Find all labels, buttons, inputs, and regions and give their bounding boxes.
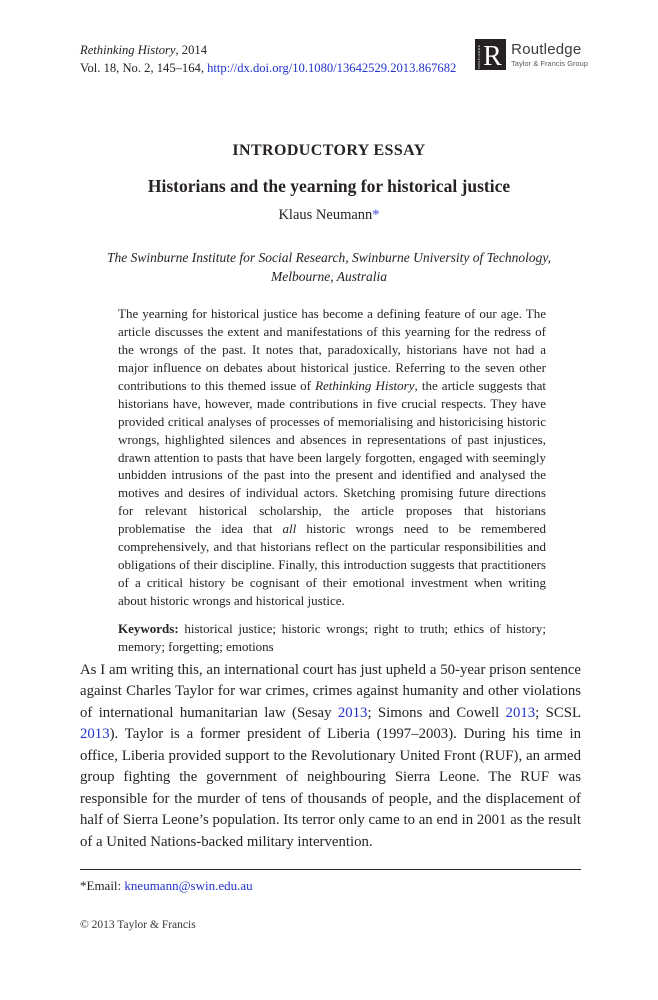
footnote-email-label: *Email: <box>80 878 125 893</box>
doi-link[interactable]: http://dx.doi.org/10.1080/13642529.2013.867682 <box>207 61 457 76</box>
text-segment: , 2014 <box>175 43 207 57</box>
author-footnote-mark[interactable]: * <box>372 207 380 223</box>
citation-link[interactable]: 2013 <box>80 726 110 743</box>
routledge-mark-vertical-text: ROUTLEDGE <box>477 44 482 69</box>
affiliation-line-2: Melbourne, Australia <box>271 268 387 284</box>
text-segment: ). Taylor is a former president of Liberia (1997–2003). During his time in office, Liberia provided support to the Revolutionary United Front (RUF), an armed group fighting the government of neighbouring Sierra Leone. The RUF was responsible for the murder of tens of thousands of people, and the displacement of half of Sierra Leone’s population. Its terror only came to an end in 2001 as the result of a United Nations-backed military intervention. <box>80 726 581 850</box>
citation-link[interactable]: 2013 <box>337 704 368 721</box>
footnote-email-line <box>80 878 581 894</box>
author-line <box>0 207 658 224</box>
routledge-logo-icon <box>475 39 506 70</box>
text-segment: Vol. 18, No. 2, 145–164, <box>80 61 208 76</box>
title-block <box>0 142 658 287</box>
text-segment: Rethinking History <box>315 377 415 393</box>
email-link[interactable]: kneumann@swin.edu.au <box>124 878 253 893</box>
text-segment: , the article suggests that historians have, however, made contributions in five crucial respects. They have provided critical analyses of processes of memorialising and historicising historic wrongs, highlighted silences and absences in representations of past injustices, drawn attention to pasts that have been largely forgotten, engaged with seemingly unbidden intrusions of the past into the present and identified and analysed the motives and desires of individual actors. Sketching promising future directions for relevant historical scholarship, the article proposes that historians problematise the idea that <box>118 377 546 537</box>
journal-info <box>80 41 456 78</box>
text-segment: Rethinking History <box>80 43 176 57</box>
abstract-paragraph <box>118 305 546 610</box>
footnote-divider <box>80 869 581 870</box>
text-segment: all <box>282 521 297 537</box>
article-title: Historians and the yearning for historical justice <box>147 176 511 196</box>
journal-volume-doi-line <box>80 59 456 77</box>
text-segment: As I am writing this, an international court has just upheld a 50-year prison sentence against Charles Taylor for war crimes, crimes against humanity and other violations of international humanitarian law (Sesay <box>80 662 581 721</box>
affiliation-line-1: The Swinburne Institute for Social Research, Swinburne University of Technology, <box>106 250 552 265</box>
page-header <box>80 41 588 78</box>
routledge-mark-letter: R <box>483 41 503 70</box>
author-name: Klaus Neumann <box>278 207 373 223</box>
routledge-logo-name: Routledge <box>511 40 582 58</box>
body-paragraph <box>80 660 581 853</box>
copyright-line: © 2013 Taylor & Francis <box>80 919 196 931</box>
keywords-paragraph <box>118 620 546 656</box>
text-segment: ; Simons and Cowell <box>367 704 506 721</box>
text-segment: ; SCSL <box>535 704 581 721</box>
text-segment: historical justice; historic wrongs; right to truth; ethics of history; memory; forgetting; emotions <box>118 620 546 654</box>
routledge-logo-subtitle: Taylor & Francis Group <box>511 58 588 68</box>
abstract-block <box>118 305 546 656</box>
text-segment: historic wrongs need to be remembered comprehensively, and that historians reflect on the particular responsibilities and obligations of their discipline. Finally, this introduction suggests that practitioners of a critical history be cognisant of their emotional investment when writing about historic wrongs and historical justice. <box>118 521 546 608</box>
text-segment: Keywords: <box>118 620 179 636</box>
affiliation <box>0 249 658 287</box>
routledge-logo-text <box>511 42 588 67</box>
section-kicker: INTRODUCTORY ESSAY <box>232 142 426 159</box>
journal-title-line <box>80 41 456 59</box>
text-segment: The yearning for historical justice has become a defining feature of our age. The article discusses the extent and manifestations of this yearning for the redress of the wrongs of the past. It notes that, paradoxically, historians have not had a major influence on debates about historical justice. Referring to the seven other contributions to this themed issue of <box>118 306 546 393</box>
citation-link[interactable]: 2013 <box>505 704 536 721</box>
routledge-logo <box>475 39 588 70</box>
